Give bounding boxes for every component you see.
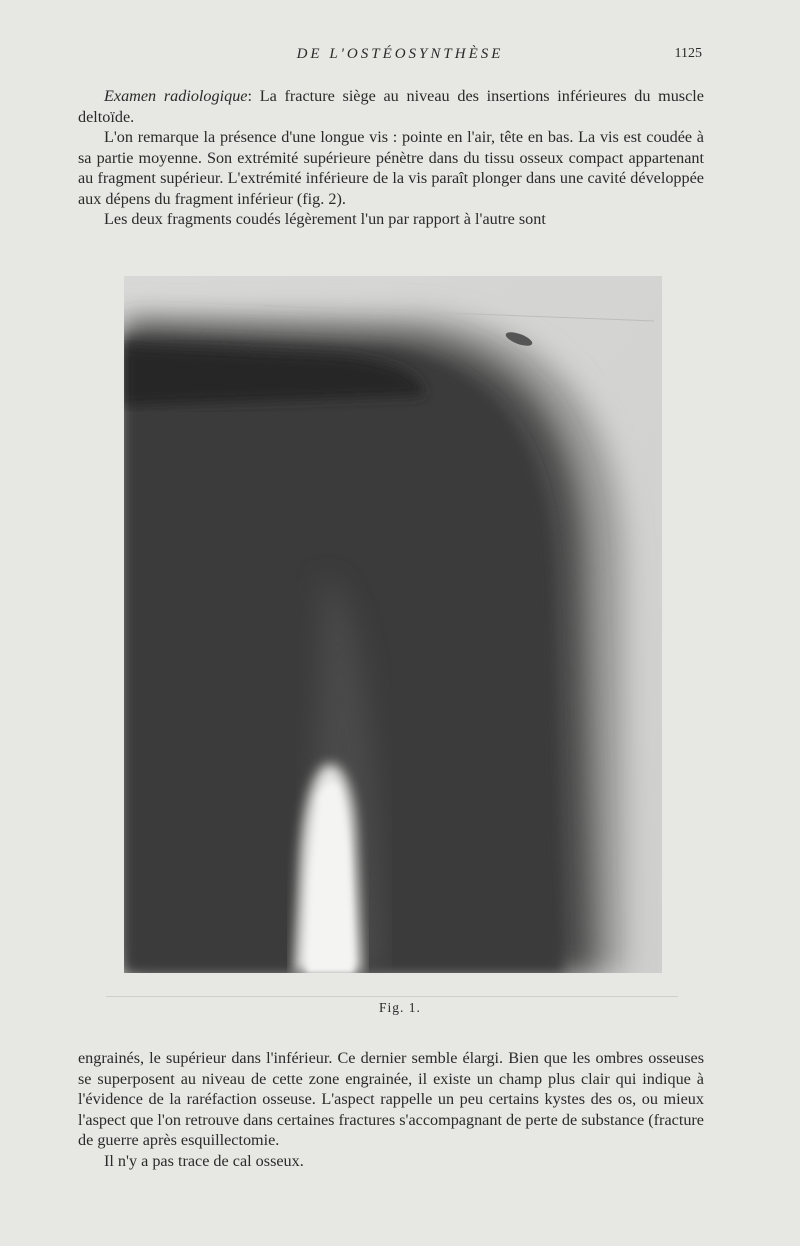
figure-caption: Fig. 1. <box>379 1000 421 1015</box>
page-number: 1125 <box>674 46 702 61</box>
paragraph-screw-description: L'on remarque la présence d'une longue vis : pointe en l'air, tête en bas. La vis est coudée à sa partie moyenne. Son extrémité supérieure pénètre dans du tissu osseux compact appartenant au fragment supérieur. L'extrémité inférieure de la vis paraît plonger dans une cavité développée aux dépens du fragment inférieur (fig. 2). <box>78 128 704 208</box>
upper-text-block <box>78 86 704 230</box>
paragraph-radiologic-exam <box>78 86 704 127</box>
section-label: Examen radiologique <box>104 87 248 105</box>
lower-text-block <box>78 1048 704 1171</box>
paragraph-text: : La fracture siège au niveau des insertions inférieures du muscle deltoïde. <box>78 87 704 126</box>
paragraph-no-callus: Il n'y a pas trace de cal osseux. <box>104 1151 304 1170</box>
running-head <box>0 44 800 68</box>
running-title: DE L'OSTÉOSYNTHÈSE <box>296 46 504 62</box>
paragraph-engrained: engrainés, le supérieur dans l'inférieur. Ce dernier semble élargi. Bien que les ombres osseuses se superposent au niveau de cette zone engrainée, il existe un champ plus clair qui indique à l'évidence de la raréfaction osseuse. L'aspect rappelle un peu certains kystes des os, ou mieux l'aspect que l'on retrouve dans certaines fractures s'accompagnant de perte de substance (fracture de guerre après esquillectomie. <box>78 1049 704 1149</box>
paragraph-fragments: Les deux fragments coudés légèrement l'un par rapport à l'autre sont <box>104 210 546 228</box>
xray-image <box>124 276 662 973</box>
